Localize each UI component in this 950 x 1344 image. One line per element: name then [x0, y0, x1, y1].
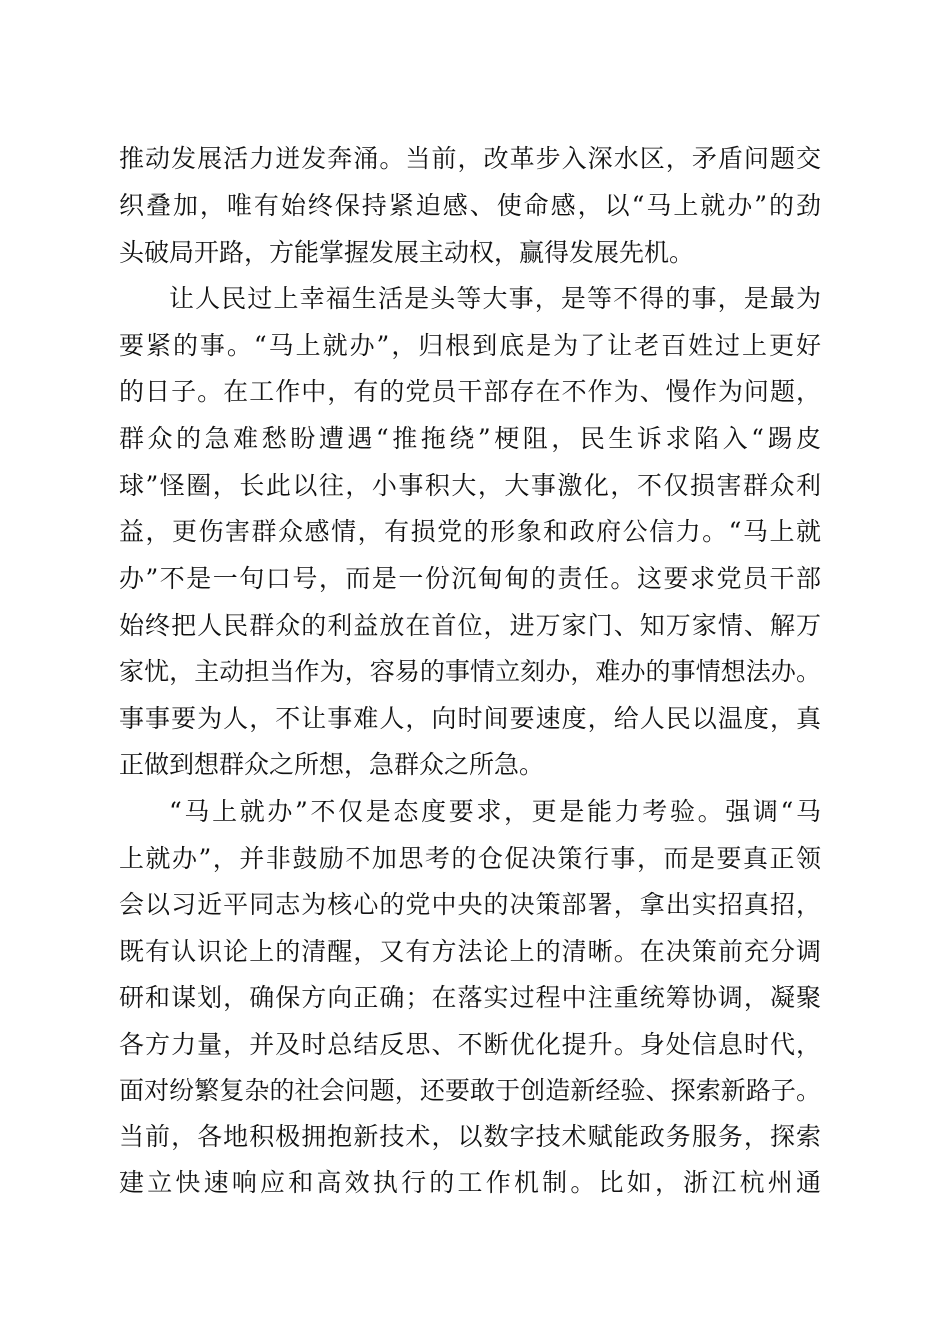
text-line: 正做到想群众之所想，急群众之所急。 [119, 750, 545, 779]
text-line: 头破局开路，方能掌握发展主动权，赢得发展先机。 [119, 238, 695, 267]
paragraph-first-line: 让人民过上幸福生活是头等大事，是等不得的事，是最为 [169, 284, 821, 313]
text-line: 面对纷繁复杂的社会问题，还要敢于创造新经验、探索新路子。 [119, 1076, 821, 1105]
text-line: 球”怪圈，长此以往，小事积大，大事激化，不仅损害群众利 [119, 471, 821, 500]
text-line: 当前，各地积极拥抱新技术，以数字技术赋能政务服务，探索 [119, 1122, 821, 1151]
text-line: 事事要为人，不让事难人，向时间要速度，给人民以温度，真 [119, 704, 821, 733]
text-line: 既有认识论上的清醒，又有方法论上的清晰。在决策前充分调 [119, 937, 821, 966]
text-line: 办”不是一句口号，而是一份沉甸甸的责任。这要求党员干部 [119, 564, 821, 593]
text-line: 群众的急难愁盼遭遇“推拖绕”梗阻，民生诉求陷入“踢皮 [119, 424, 821, 453]
text-line: 益，更伤害群众感情，有损党的形象和政府公信力。“马上就 [119, 517, 821, 546]
text-line: 建立快速响应和高效执行的工作机制。比如，浙江杭州通 [119, 1168, 821, 1197]
text-line: 织叠加，唯有始终保持紧迫感、使命感，以“马上就办”的劲 [119, 191, 821, 220]
text-line: 家忧，主动担当作为，容易的事情立刻办，难办的事情想法办。 [119, 657, 821, 686]
text-line: 研和谋划，确保方向正确；在落实过程中注重统筹协调，凝聚 [119, 983, 821, 1012]
text-line: 会以习近平同志为核心的党中央的决策部署，拿出实招真招， [119, 890, 821, 919]
text-line: 上就办”，并非鼓励不加思考的仓促决策行事，而是要真正领 [119, 844, 821, 873]
text-line: 的日子。在工作中，有的党员干部存在不作为、慢作为问题， [119, 377, 821, 406]
text-line: 要紧的事。“马上就办”，归根到底是为了让老百姓过上更好 [119, 331, 821, 360]
text-line: 各方力量，并及时总结反思、不断优化提升。身处信息时代， [119, 1030, 821, 1059]
text-line: 始终把人民群众的利益放在首位，进万家门、知万家情、解万 [119, 611, 821, 640]
paragraph-first-line: “马上就办”不仅是态度要求，更是能力考验。强调“马 [169, 797, 821, 826]
text-line: 推动发展活力迸发奔涌。当前，改革步入深水区，矛盾问题交 [119, 144, 821, 173]
